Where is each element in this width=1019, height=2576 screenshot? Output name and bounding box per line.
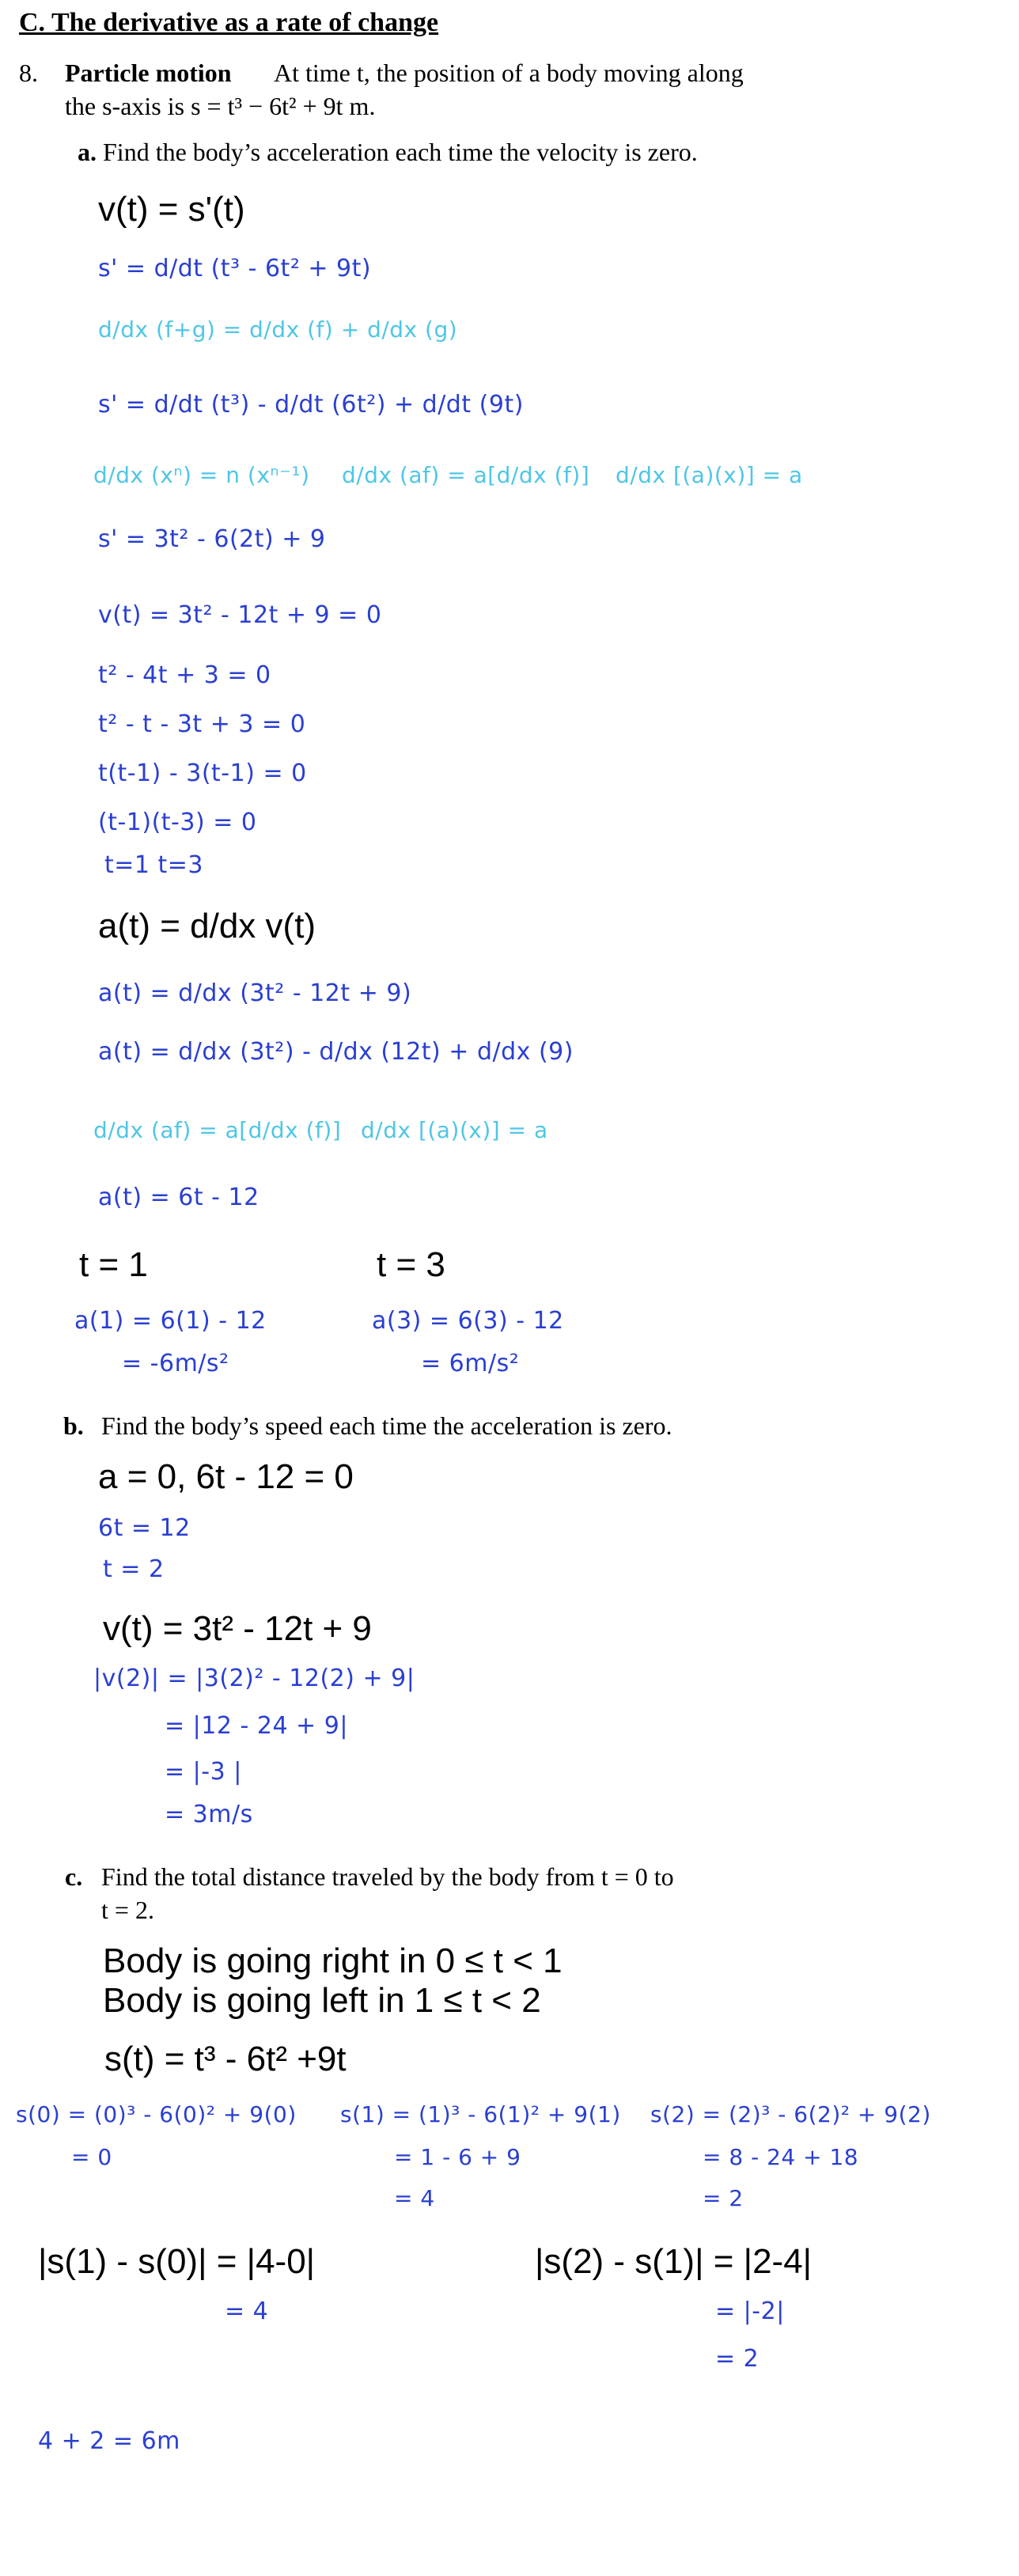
work-line: s' = d/dt (t³ - 6t² + 9t) <box>98 255 372 282</box>
work-line: t² - t - 3t + 3 = 0 <box>98 710 306 738</box>
part-c-label: c. <box>65 1862 83 1891</box>
work-line: v(t) = 3t² - 12t + 9 = 0 <box>98 601 382 629</box>
part-a-prompt: Find the body’s acceleration each time the velocity is zero. <box>103 138 698 166</box>
s2-line3: = 2 <box>703 2185 744 2211</box>
problem-statement-line1: At time t, the position of a body moving along <box>274 59 744 87</box>
work-line: a(t) = 6t - 12 <box>98 1184 259 1211</box>
problem-number: 8. <box>19 59 38 87</box>
sum-rule-note: d/dx (f+g) = d/dx (f) + d/dx (g) <box>98 316 458 343</box>
part-b-label: b. <box>63 1411 84 1440</box>
s2-line2: = 8 - 24 + 18 <box>703 2144 859 2170</box>
work-line: 6t = 12 <box>98 1514 191 1542</box>
power-rule-note: d/dx (xⁿ) = n (xⁿ⁻¹) <box>93 462 310 488</box>
distance-second-interval: |s(2) - s(1)| = |2-4| <box>535 2242 813 2281</box>
speed-line2: = |12 - 24 + 9| <box>165 1712 348 1740</box>
constant-multiple-rule-note: d/dx (af) = a[d/dx (f)] <box>342 462 590 488</box>
a1-line1: a(1) = 6(1) - 12 <box>74 1307 267 1335</box>
s1-line1: s(1) = (1)³ - 6(1)² + 9(1) <box>340 2101 621 2127</box>
zero-acceleration-condition: a = 0, 6t - 12 = 0 <box>98 1457 354 1496</box>
work-line: t = 2 <box>103 1555 165 1583</box>
speed-line3: = |-3 | <box>165 1758 242 1786</box>
section-heading: C. The derivative as a rate of change <box>19 8 439 37</box>
direction-right: Body is going right in 0 ≤ t < 1 <box>103 1941 563 1980</box>
problem-title: Particle motion <box>65 59 232 87</box>
work-line: a(t) = d/dx (3t² - 12t + 9) <box>98 979 412 1007</box>
velocity-equation: v(t) = 3t² - 12t + 9 <box>103 1609 372 1648</box>
speed-line1: |v(2)| = |3(2)² - 12(2) + 9| <box>93 1665 415 1692</box>
total-distance: 4 + 2 = 6m <box>38 2427 180 2455</box>
s1-line3: = 4 <box>394 2185 435 2211</box>
distance-first-result: = 4 <box>225 2298 269 2325</box>
case-t1: t = 1 <box>79 1245 148 1284</box>
direction-left: Body is going left in 1 ≤ t < 2 <box>103 1981 541 2020</box>
s1-line2: = 1 - 6 + 9 <box>394 2144 521 2170</box>
linear-rule-note: d/dx [(a)(x)] = a <box>616 462 803 488</box>
distance-second-line3: = 2 <box>715 2345 760 2373</box>
work-line: t(t-1) - 3(t-1) = 0 <box>98 760 307 787</box>
s0-line1: s(0) = (0)³ - 6(0)² + 9(0) <box>16 2101 297 2127</box>
linear-rule-note: d/dx [(a)(x)] = a <box>361 1117 548 1143</box>
part-b-prompt: Find the body’s speed each time the acceleration is zero. <box>101 1411 672 1440</box>
a3-line2: = 6m/s² <box>421 1350 520 1377</box>
distance-first-interval: |s(1) - s(0)| = |4-0| <box>38 2242 316 2281</box>
speed-line4: = 3m/s <box>165 1801 253 1828</box>
case-t3: t = 3 <box>377 1245 445 1284</box>
work-line: s' = 3t² - 6(2t) + 9 <box>98 525 326 553</box>
distance-second-line2: = |-2| <box>715 2298 785 2325</box>
part-a-label: a. <box>78 138 97 166</box>
a3-line1: a(3) = 6(3) - 12 <box>372 1307 564 1335</box>
position-equation: s(t) = t³ - 6t² +9t <box>104 2040 347 2078</box>
work-line: s' = d/dt (t³) - d/dt (6t²) + d/dt (9t) <box>98 391 524 419</box>
work-line: t=1 t=3 <box>104 851 204 879</box>
problem-statement-line2: the s-axis is s = t³ − 6t² + 9t m. <box>65 92 376 120</box>
part-c-prompt-line1: Find the total distance traveled by the body from t = 0 to <box>101 1862 674 1891</box>
work-line: t² - 4t + 3 = 0 <box>98 661 271 689</box>
part-c-prompt-line2: t = 2. <box>101 1896 154 1924</box>
velocity-definition: v(t) = s'(t) <box>98 190 245 229</box>
s2-line1: s(2) = (2)³ - 6(2)² + 9(2) <box>650 2101 931 2127</box>
a1-line2: = -6m/s² <box>122 1350 229 1377</box>
s0-line2: = 0 <box>71 2144 112 2170</box>
constant-multiple-rule-note: d/dx (af) = a[d/dx (f)] <box>93 1117 342 1143</box>
work-line: a(t) = d/dx (3t²) - d/dx (12t) + d/dx (9) <box>98 1038 574 1066</box>
work-line: (t-1)(t-3) = 0 <box>98 809 257 836</box>
acceleration-definition: a(t) = d/dx v(t) <box>98 907 316 945</box>
